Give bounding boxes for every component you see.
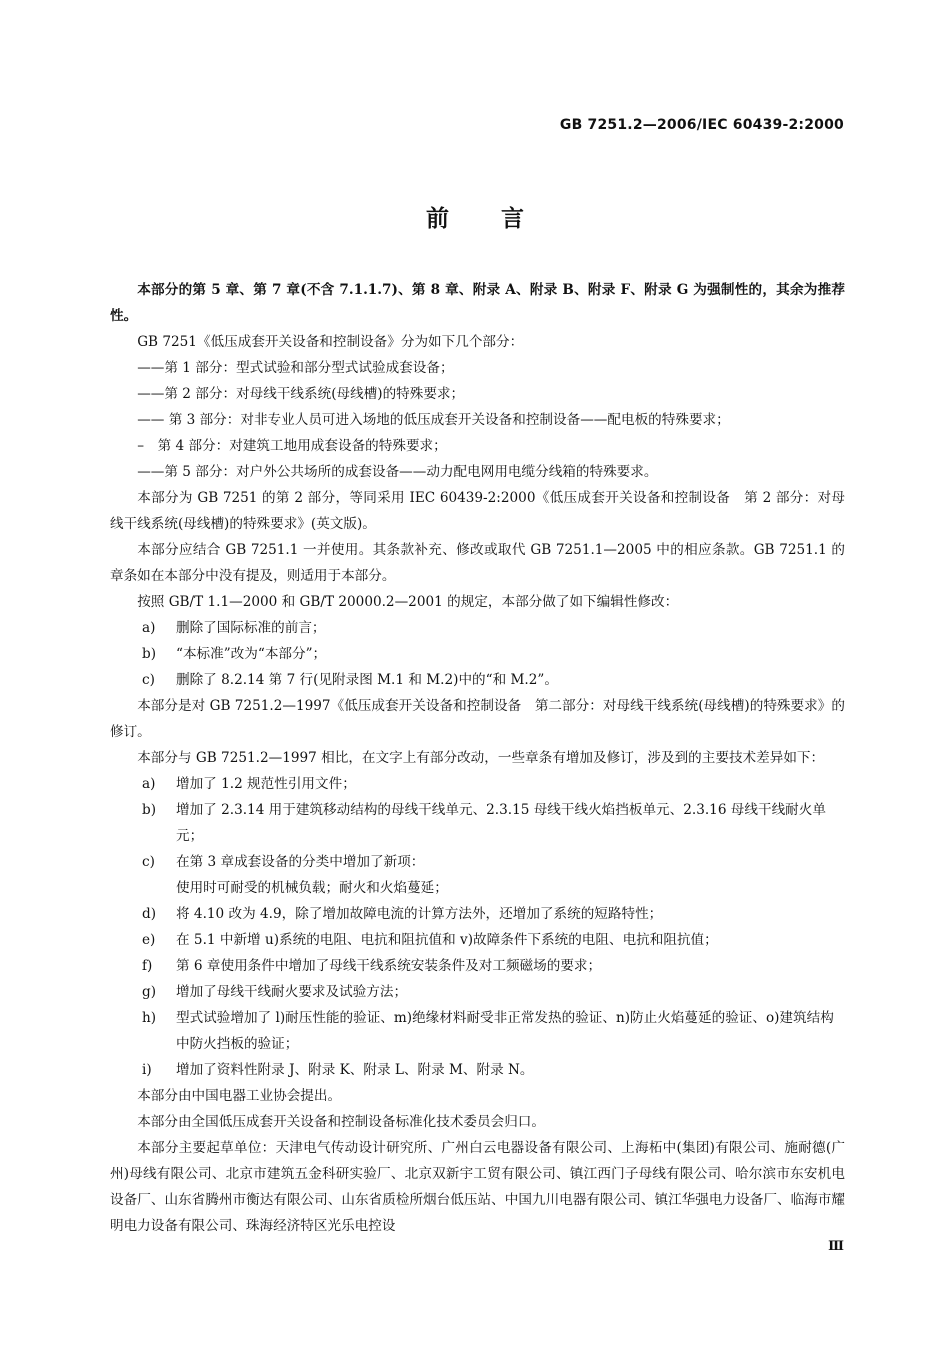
edit-label: a)	[142, 620, 156, 636]
part-item: ——第 2 部分：对母线干线系统(母线槽)的特殊要求；	[137, 386, 465, 402]
edit-text: 删除了国际标准的前言；	[176, 620, 326, 636]
change-item	[110, 901, 845, 927]
change-text: 增加了 2.3.14 用于建筑移动结构的母线干线单元、2.3.15 母线干线火焰挡板单元、2.3.16 母线干线耐火单元；	[176, 802, 826, 844]
edit-text: “本标准”改为“本部分”；	[176, 646, 327, 662]
page-number: Ⅲ	[828, 1239, 844, 1254]
change-label: a)	[142, 776, 156, 792]
paragraph-parts-intro: GB 7251《低压成套开关设备和控制设备》分为如下几个部分：	[137, 334, 524, 350]
change-item	[110, 979, 845, 1005]
change-text: 在 5.1 中新增 u)系统的电阻、电抗和阻抗值和 v)故障条件下系统的电阻、电抗和阻抗值；	[176, 932, 718, 948]
change-label: h)	[142, 1010, 157, 1026]
change-item	[110, 797, 845, 849]
change-label: f)	[142, 958, 153, 974]
part-item: —— 第 3 部分：对非专业人员可进入场地的低压成套开关设备和控制设备——配电板的特殊要求；	[137, 412, 730, 428]
change-text: 增加了 1.2 规范性引用文件；	[176, 776, 356, 792]
paragraph-editorial-intro: 按照 GB/T 1.1—2000 和 GB/T 20000.2—2001 的规定，本部分做了如下编辑性修改：	[137, 594, 679, 610]
change-text: 增加了母线干线耐火要求及试验方法；	[176, 984, 408, 1000]
edit-item	[110, 667, 845, 693]
change-text: 在第 3 章成套设备的分类中增加了新项：	[176, 854, 425, 870]
change-label: g)	[142, 984, 157, 1000]
edit-item	[110, 615, 845, 641]
part-item: ——第 5 部分：对户外公共场所的成套设备——动力配电网用电缆分线箱的特殊要求。	[137, 464, 658, 480]
part-item: ——第 1 部分：型式试验和部分型式试验成套设备；	[137, 360, 454, 376]
change-sub-item: 使用时可耐受的机械负载；耐火和火焰蔓延；	[176, 880, 448, 896]
page-title: 前言	[426, 206, 576, 232]
change-text: 型式试验增加了 l)耐压性能的验证、m)绝缘材料耐受非正常发热的验证、n)防止火焰蔓延的验证、o)建筑结构中防火挡板的验证；	[176, 1010, 834, 1052]
change-label: c)	[142, 854, 155, 870]
paragraph-proposer: 本部分由中国电器工业协会提出。	[137, 1088, 342, 1104]
change-item	[110, 927, 845, 953]
paragraph-drafters: 本部分主要起草单位：天津电气传动设计研究所、广州白云电器设备有限公司、上海柘中(集团)有限公司、施耐德(广州)母线有限公司、北京市建筑五金科研实验厂、北京双新宇工贸有限公司、镇江西门子母线有限公司、哈尔滨市东安机电设备厂、山东省腾州市衡达有限公司、山东省质检所烟台低压站、中国九川电器有限公司、镇江华强电力设备厂、临海市耀明电力设备有限公司、珠海经济特区光乐电控设	[110, 1140, 845, 1234]
document-body	[110, 277, 845, 1239]
change-item	[110, 771, 845, 797]
part-item: – 第 4 部分：对建筑工地用成套设备的特殊要求；	[137, 438, 447, 454]
paragraph-adoption: 本部分为 GB 7251 的第 2 部分，等同采用 IEC 60439-2:2000《低压成套开关设备和控制设备 第 2 部分：对母线干线系统(母线槽)的特殊要求》(英文版)。	[110, 490, 845, 532]
paragraph-mandatory	[110, 277, 845, 329]
change-text: 第 6 章使用条件中增加了母线干线系统安装条件及对工频磁场的要求；	[176, 958, 602, 974]
paragraph-committee: 本部分由全国低压成套开关设备和控制设备标准化技术委员会归口。	[137, 1114, 545, 1130]
edit-text: 删除了 8.2.14 第 7 行(见附录图 M.1 和 M.2)中的“和 M.2”。	[176, 672, 558, 688]
edit-item	[110, 641, 845, 667]
paragraph-mandatory-text: 本部分的第 5 章、第 7 章(不含 7.1.1.7)、第 8 章、附录 A、附录 B、附录 F、附录 G 为强制性的，其余为推荐性。	[110, 282, 845, 324]
change-label: b)	[142, 802, 157, 818]
change-label: d)	[142, 906, 157, 922]
change-label: i)	[142, 1062, 152, 1078]
change-text: 将 4.10 改为 4.9，除了增加故障电流的计算方法外，还增加了系统的短路特性；	[176, 906, 663, 922]
paragraph-differences-intro: 本部分与 GB 7251.2—1997 相比，在文字上有部分改动，一些章条有增加及修订，涉及到的主要技术差异如下：	[137, 750, 825, 766]
change-item	[110, 1005, 845, 1057]
change-item	[110, 1057, 845, 1083]
change-item	[110, 849, 845, 875]
change-label: e)	[142, 932, 156, 948]
change-item	[110, 953, 845, 979]
change-text: 增加了资料性附录 J、附录 K、附录 L、附录 M、附录 N。	[176, 1062, 534, 1078]
standard-code: GB 7251.2—2006/IEC 60439-2:2000	[559, 117, 844, 133]
edit-label: b)	[142, 646, 157, 662]
edit-label: c)	[142, 672, 155, 688]
paragraph-revision: 本部分是对 GB 7251.2—1997《低压成套开关设备和控制设备 第二部分：对母线干线系统(母线槽)的特殊要求》的修订。	[110, 698, 845, 740]
paragraph-usage: 本部分应结合 GB 7251.1 一并使用。其条款补充、修改或取代 GB 7251.1—2005 中的相应条款。GB 7251.1 的章条如在本部分中没有提及，则适用于本部分。	[110, 542, 845, 584]
